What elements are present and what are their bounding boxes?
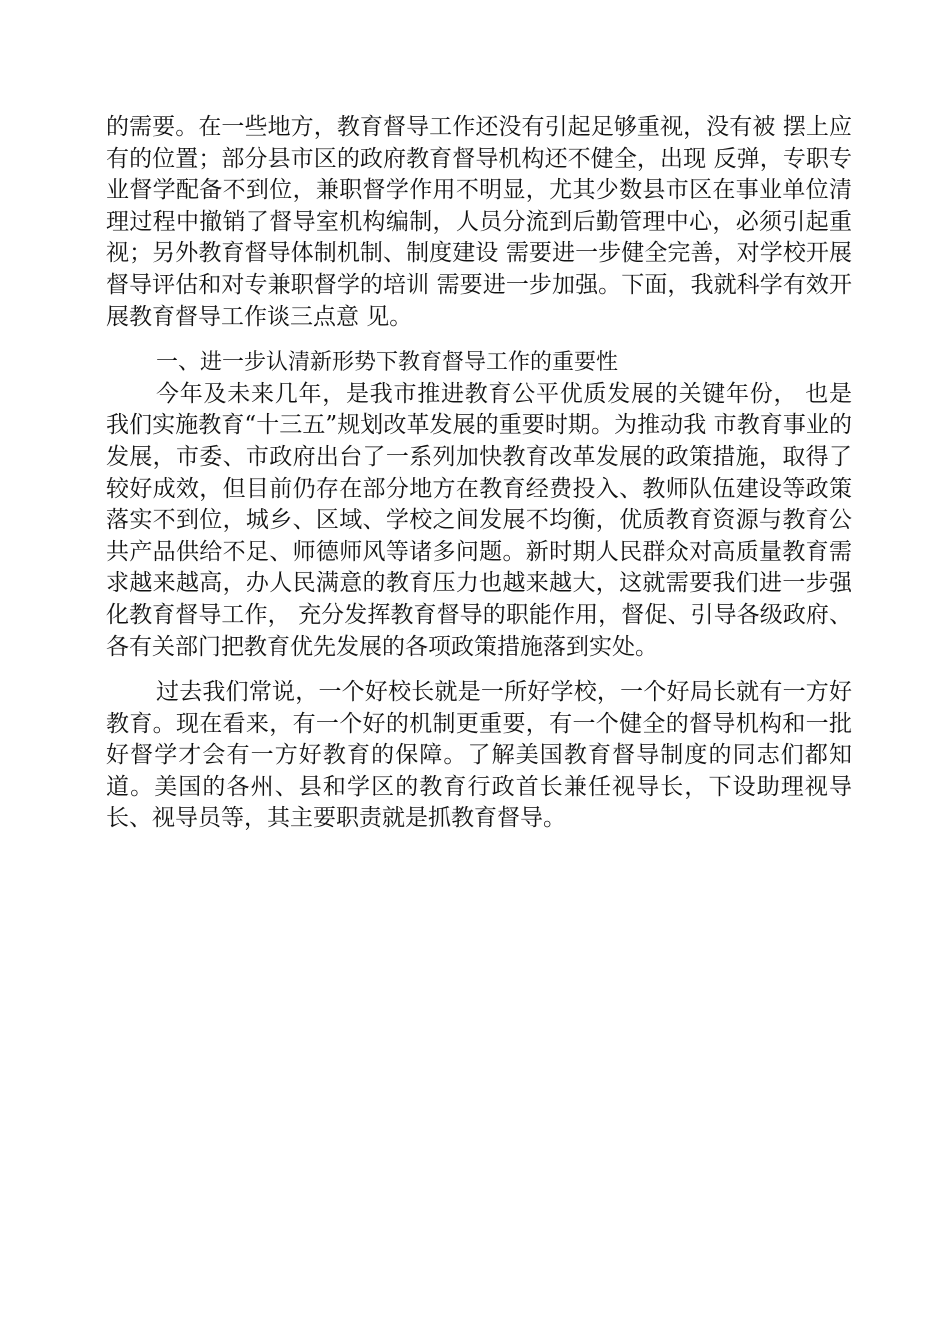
document-body [106,112,852,835]
paragraph-mechanism: 过去我们常说，一个好校长就是一所好学校，一个好局长就有一方好教育。现在看来，有一个好的机制更重要，有一个健全的督导机构和一批好督学才会有一方好教育的保障。了解美国教育督导制度的同志们都知道。美国的各州、县和学区的教育行政首长兼任视导长，下设助理视导长、视导员等，其主要职责就是抓教育督导。 [106,679,852,832]
paragraph-importance: 今年及未来几年，是我市推进教育公平优质发展的关键年份， 也是我们实施教育“十三五”规划改革发展的重要时期。为推动我 市教育事业的发展，市委、市政府出台了一系列加快教育改革发展的政策措施，取得了较好成效，但目前仍存在部分地方在教育经费投入、教师队伍建设等政策落实不到位，城乡、区域、学校之间发展不均衡，优质教育资源与教育公共产品供给不足、师德师风等诸多问题。新时期人民群众对高质量教育需求越来越高，办人民满意的教育压力也越来越大，这就需要我们进一步强化教育督导工作， 充分发挥教育督导的职能作用，督促、引导各级政府、各有关部门把教育优先发展的各项政策措施落到实处。 [106,380,852,660]
paragraph-continuation: 的需要。在一些地方，教育督导工作还没有引起足够重视，没有被 摆上应有的位置；部分县市区的政府教育督导机构还不健全，出现 反弹，专职专业督学配备不到位，兼职督学作用不明显，尤其少数县市区在事业单位清理过程中撤销了督导室机构编制，人员分流到后勤管理中心，必须引起重视；另外教育督导体制机制、制度建设 需要进一步健全完善，对学校开展督导评估和对专兼职督学的培训 需要进一步加强。下面，我就科学有效开展教育督导工作谈三点意 见。 [106,114,852,330]
section-heading: 一、进一步认清新形势下教育督导工作的重要性 [156,350,619,376]
